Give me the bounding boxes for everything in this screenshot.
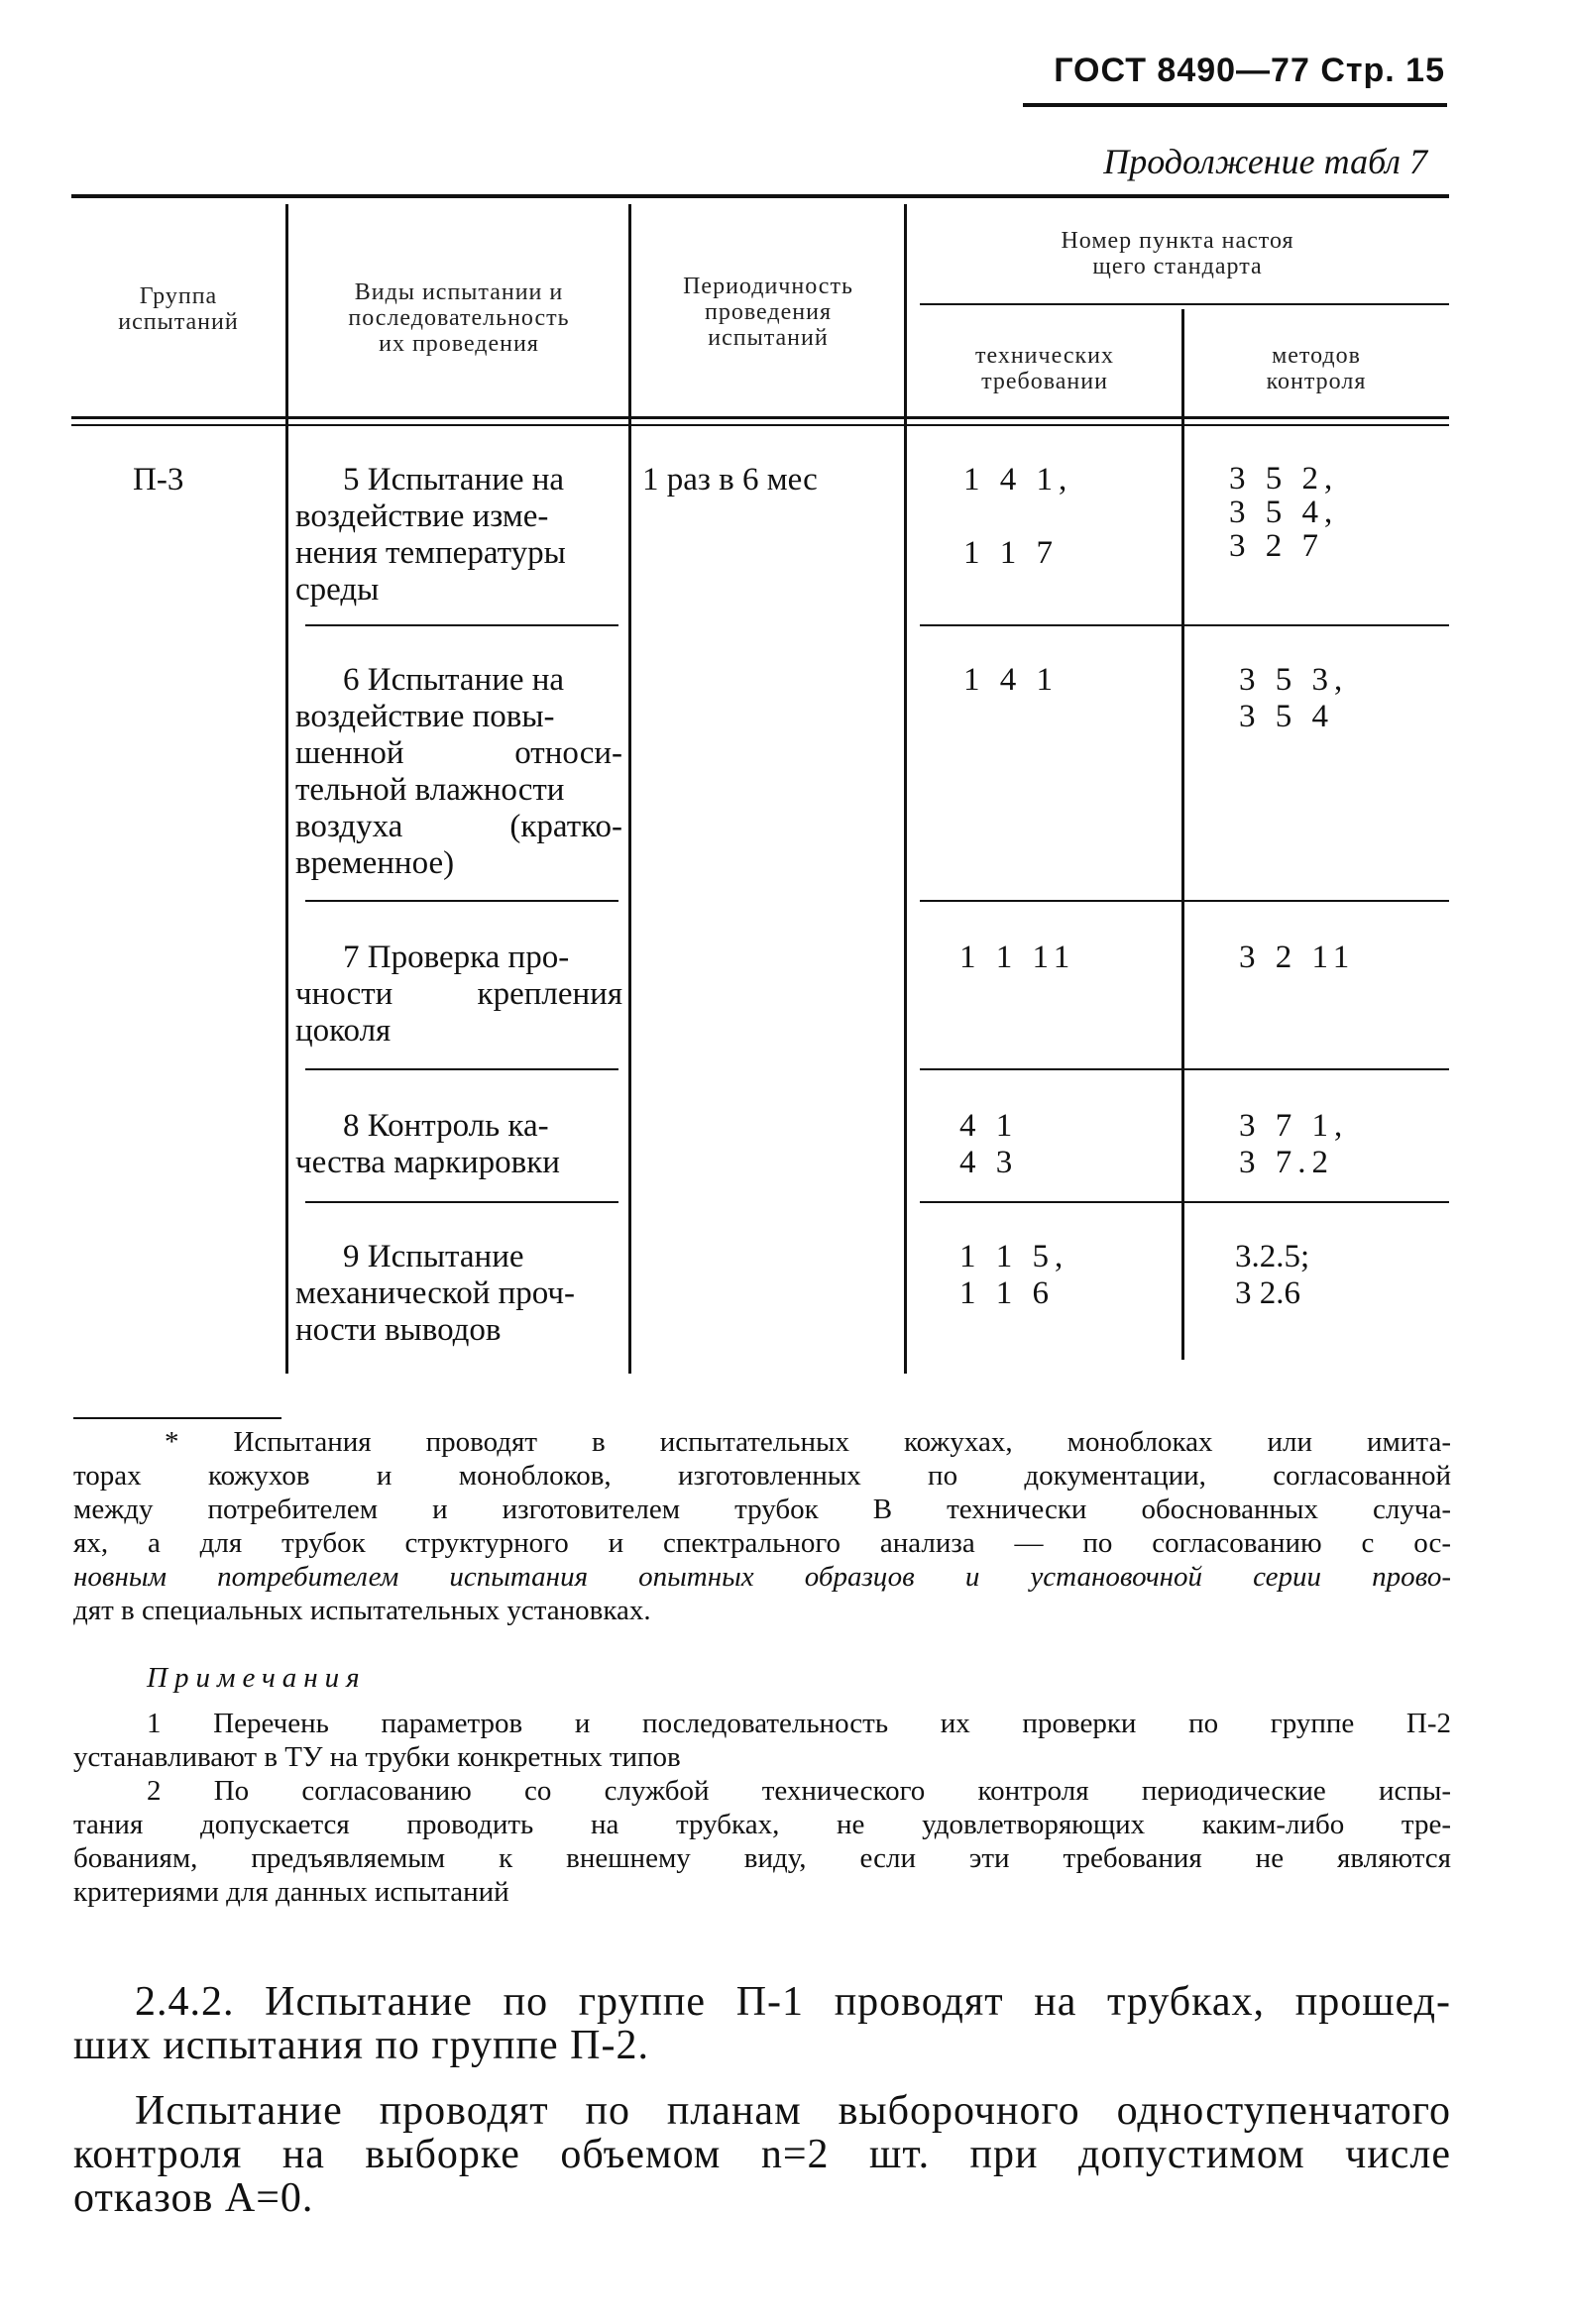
col-divider-3 bbox=[904, 204, 907, 1374]
paragraph-2-4-2: 2.4.2. Испытание по группе П-1 проводят на трубках, прошед- ших испытания по группе П-2. bbox=[73, 1979, 1451, 2068]
table-row-7-kind: 7 Проверка про- чности крепления цоколя bbox=[295, 940, 622, 1049]
table-continuation: Продолжение табл 7 bbox=[1103, 142, 1427, 181]
table-row-5-methods: 3 5 2, 3 5 4, 3 2 7 bbox=[1229, 461, 1339, 564]
col-header-clause: Номер пункта настоя щего стандарта bbox=[1061, 228, 1294, 279]
table-top-rule bbox=[71, 194, 1449, 198]
footnote: * Испытания проводят в испытательных кожухах, моноблоках или имита- торах кожухов и моноблоков, изготовленных по документации, согласованной между потребителем и изготовителем трубок В технически обоснованных случа- ях, а для трубок структурного и спектрального анализа — по согласованию с ос- новным потребителем испытания опытных образцов и установочной серии прово- дят в специальных испытательных установках. bbox=[73, 1426, 1451, 1626]
col-header-methods: методов контроля bbox=[1266, 343, 1367, 394]
table-row-7-methods: 3 2 11 bbox=[1239, 940, 1356, 975]
table-row-6-tech: 1 4 1 bbox=[963, 662, 1059, 698]
table-row-6-kind: 6 Испытание на воздействие повы- шенной относи- тельной влажности воздуха (кратко- временное) bbox=[295, 662, 622, 881]
header-rule bbox=[1023, 103, 1447, 107]
table-row-6-methods: 3 5 3, 3 5 4 bbox=[1239, 662, 1349, 734]
row-separator-1-right bbox=[920, 624, 1449, 626]
subheader-rule bbox=[920, 303, 1449, 305]
table-row-9-tech: 1 1 5, 1 1 6 bbox=[959, 1239, 1069, 1311]
col-header-kinds: Виды испытании и последовательность их проведения bbox=[348, 279, 570, 357]
table-row-8-tech: 4 1 4 3 bbox=[959, 1108, 1019, 1180]
col-header-group: Группа испытаний bbox=[118, 283, 239, 335]
notes-heading: Примечания bbox=[147, 1662, 367, 1694]
page-header: ГОСТ 8490—77 Стр. 15 bbox=[1054, 52, 1445, 89]
row-separator-1-kinds bbox=[305, 624, 618, 626]
note-2: 2 По согласованию со службой технического контроля периодические испы- тания допускается проводить на трубках, не удовлетворяющих каким-либо тре- бованиям, предъявляемым к внешнему виду, если эти требования не являются критериями для данных испытаний bbox=[73, 1775, 1451, 1908]
table-row-9-methods: 3.2.5; 3 2.6 bbox=[1235, 1239, 1310, 1311]
row-separator-2-kinds bbox=[305, 900, 618, 902]
header-bottom-rule-1 bbox=[71, 416, 1449, 419]
footnote-rule bbox=[73, 1417, 281, 1419]
table-row-5-kind: 5 Испытание на воздействие изме- нения температуры среды bbox=[295, 462, 566, 608]
note-1: 1 Перечень параметров и последовательность их проверки по группе П-2 устанавливают в ТУ на трубки конкретных типов bbox=[73, 1708, 1451, 1773]
col-header-period: Периодичность проведения испытаний bbox=[683, 274, 853, 351]
row-separator-3-kinds bbox=[305, 1068, 618, 1070]
table-row-8-kind: 8 Контроль ка- чества маркировки bbox=[295, 1108, 560, 1180]
header-bottom-rule-2 bbox=[71, 424, 1449, 426]
period-value: 1 раз в 6 мес bbox=[642, 462, 818, 498]
paragraph-sampling: Испытание проводят по планам выборочного одноступенчатого контроля на выборке объемом n=2 шт. при допустимом числе отказов A=0. bbox=[73, 2088, 1451, 2221]
table-row-8-methods: 3 7 1, 3 7.2 bbox=[1239, 1108, 1349, 1180]
table-row-7-tech: 1 1 11 bbox=[959, 940, 1076, 975]
row-separator-3-right bbox=[920, 1068, 1449, 1070]
row-separator-4-kinds bbox=[305, 1201, 618, 1203]
row-separator-4-right bbox=[920, 1201, 1449, 1203]
table-row-5-tech: 1 4 1, 1 1 7 bbox=[963, 462, 1073, 571]
col-divider-1 bbox=[285, 204, 288, 1374]
table-row-9-kind: 9 Испытание механической проч- ности выводов bbox=[295, 1239, 575, 1348]
row-separator-2-right bbox=[920, 900, 1449, 902]
group-value: П-3 bbox=[133, 462, 184, 498]
col-header-tech: технических требовании bbox=[975, 343, 1114, 394]
col-divider-2 bbox=[628, 204, 631, 1374]
